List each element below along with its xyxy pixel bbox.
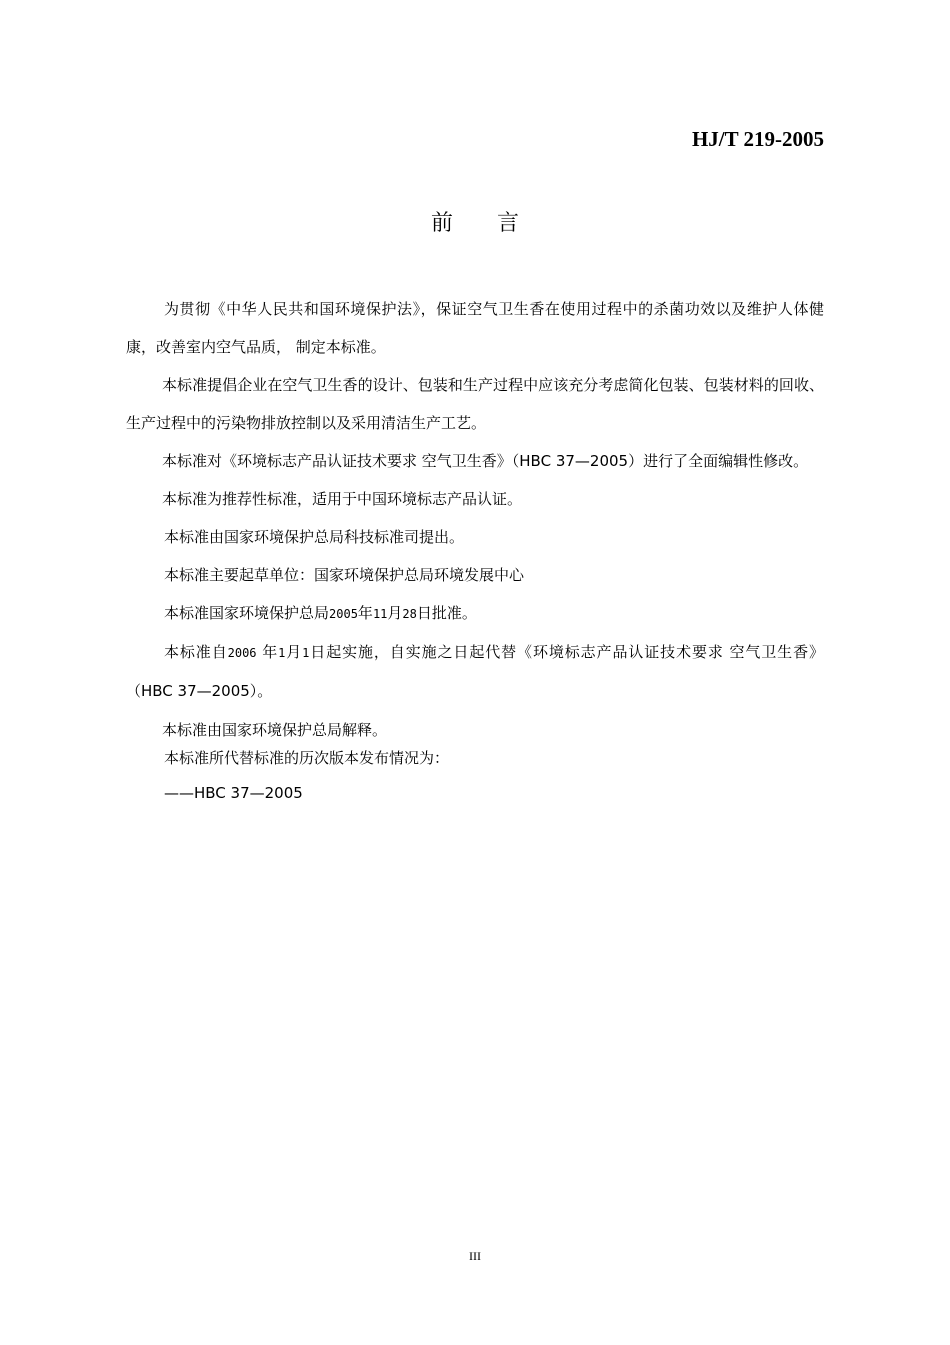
paragraph-advocacy: 本标准提倡企业在空气卫生香的设计、包装和生产过程中应该充分考虑简化包装、包装材料的回收、生产过程中的污染物排放控制以及采用清洁生产工艺。 (126, 376, 824, 432)
implementation-day: 1 (302, 646, 310, 660)
paragraph-approval (126, 594, 824, 633)
paragraph-drafter: 本标准主要起草单位：国家环境保护总局环境发展中心 (164, 566, 525, 584)
document-body (126, 290, 824, 812)
approval-day: 28 (402, 607, 417, 621)
page-number: III (469, 1249, 481, 1263)
implementation-month: 1 (278, 646, 286, 660)
approval-prefix: 本标准国家环境保护总局 (164, 604, 330, 622)
approval-year: 2005 (329, 607, 358, 621)
paragraph-interpretation: 本标准由国家环境保护总局解释。 (162, 721, 388, 739)
implementation-suffix: 日起实施，自实施之日起代替《环境标志产品认证技术要求 空气卫生香》（HBC 37—2005）。 (126, 643, 824, 700)
page-title: 前 言 (430, 211, 519, 236)
implementation-year: 2006 (227, 646, 257, 660)
paragraph-implementation (126, 633, 824, 710)
history-item: ——HBC 37—2005 (164, 784, 303, 802)
approval-month-unit: 月 (387, 604, 403, 622)
paragraph-revision: 本标准对《环境标志产品认证技术要求 空气卫生香》（HBC 37—2005）进行了全面编辑性修改。 (162, 452, 809, 470)
paragraph-purpose: 为贯彻《中华人民共和国环境保护法》，保证空气卫生香在使用过程中的杀菌功效以及维护人体健康，改善室内空气品质， 制定本标准。 (126, 300, 824, 356)
approval-month: 11 (372, 607, 388, 621)
approval-suffix: 日批准。 (416, 604, 477, 622)
paragraph-history-intro: 本标准所代替标准的历次版本发布情况为： (164, 749, 450, 767)
standard-number: HJ/T 219-2005 (691, 127, 824, 151)
implementation-prefix: 本标准自 (164, 643, 228, 661)
implementation-year-unit: 年 (256, 643, 279, 661)
paragraph-recommended: 本标准为推荐性标准，适用于中国环境标志产品认证。 (162, 490, 523, 508)
approval-year-unit: 年 (357, 604, 373, 622)
paragraph-proposer: 本标准由国家环境保护总局科技标准司提出。 (164, 528, 465, 546)
implementation-month-unit: 月 (285, 643, 303, 661)
